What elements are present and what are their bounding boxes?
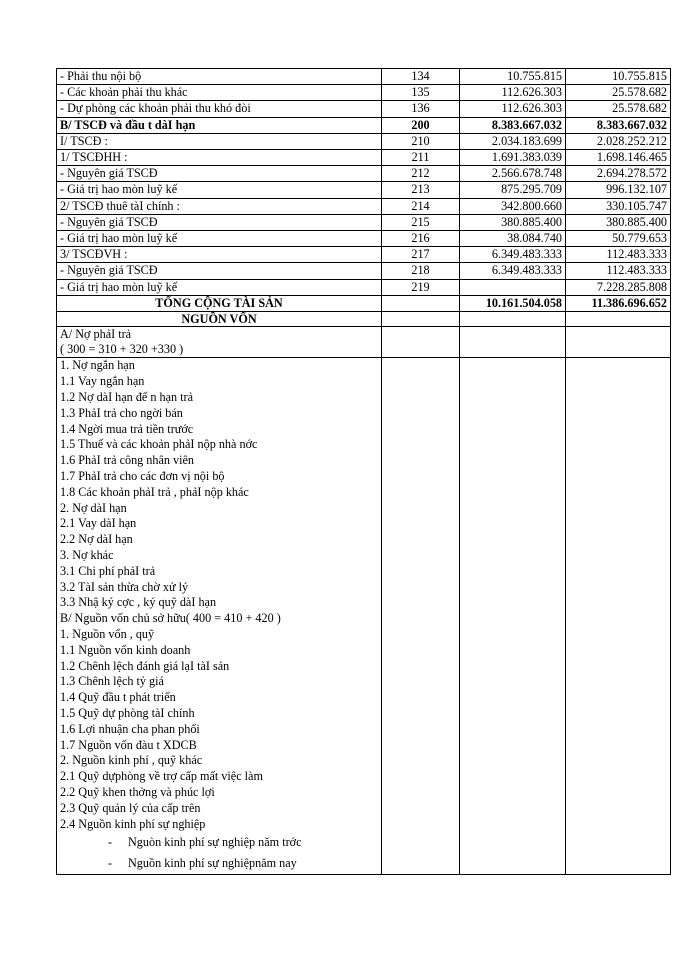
table-row xyxy=(57,214,671,230)
total-assets-row xyxy=(57,295,671,311)
liabilities-formula: ( 300 = 310 + 320 +330 ) xyxy=(60,342,184,357)
row-value-1 xyxy=(460,279,566,295)
row-label: I/ TSCĐ : xyxy=(57,133,382,149)
row-label: - Phải thu nội bộ xyxy=(57,69,382,85)
row-code: 218 xyxy=(382,263,460,279)
capital-items xyxy=(57,358,382,875)
list-item: 1.4 Ngời mua trả tiền trước xyxy=(60,421,194,436)
row-label: - Nguyên giá TSCĐ xyxy=(57,214,382,230)
table-row xyxy=(57,182,671,198)
table-row xyxy=(57,231,671,247)
row-code: 136 xyxy=(382,101,460,117)
row-label: 1/ TSCĐHH : xyxy=(57,150,382,166)
dash-bullet: - xyxy=(108,856,113,871)
row-value-2: 996.132.107 xyxy=(566,182,671,198)
row-value-1: 112.626.303 xyxy=(460,85,566,101)
list-item: 2.2 Nợ dàI hạn xyxy=(60,532,133,547)
row-label: - Các khoản phải thu khác xyxy=(57,85,382,101)
row-label: - Giá trị hao mòn luỹ kế xyxy=(57,182,382,198)
row-code: 134 xyxy=(382,69,460,85)
row-value-2: 1.698.146.465 xyxy=(566,150,671,166)
row-value-2: 380.885.400 xyxy=(566,214,671,230)
list-item: 2.1 Vay dàI hạn xyxy=(60,516,137,531)
table-row xyxy=(57,117,671,133)
list-item: 2.3 Quỹ quản lý của cấp trên xyxy=(60,800,201,815)
row-label: - Giá trị hao mòn luỹ kế xyxy=(57,279,382,295)
list-item: 3.3 Nhậ ký cợc , ký quỹ dàI hạn xyxy=(60,595,217,610)
list-item: 1.2 Nợ dàI hạn đế n hạn trả xyxy=(60,390,194,405)
table-row xyxy=(57,198,671,214)
table-row xyxy=(57,150,671,166)
list-item: 1.2 Chênh lệch đánh giá lạI tàI sản xyxy=(60,658,230,673)
row-value-1: 6.349.483.333 xyxy=(460,247,566,263)
list-item: 3. Nợ khác xyxy=(60,548,114,563)
table-row xyxy=(57,133,671,149)
row-code: 214 xyxy=(382,198,460,214)
row-value-1: 8.383.667.032 xyxy=(460,117,566,133)
row-value-2: 330.105.747 xyxy=(566,198,671,214)
row-value-1: 1.691.383.039 xyxy=(460,150,566,166)
dash-bullet: - xyxy=(108,835,113,850)
list-item: 2.2 Quỹ khen thởng và phúc lợi xyxy=(60,784,215,799)
row-code: 212 xyxy=(382,166,460,182)
row-value-2: 50.779.653 xyxy=(566,231,671,247)
row-label: 2/ TSCĐ thuê tàI chính : xyxy=(57,198,382,214)
list-item: 1.8 Các khoản phảI trả , phảI nộp khác xyxy=(60,484,249,499)
row-value-2: 112.483.333 xyxy=(566,247,671,263)
total-assets-label: TỔNG CỘNG TÀI SẢN xyxy=(57,295,382,311)
row-code: 135 xyxy=(382,85,460,101)
row-value-1: 2.566.678.748 xyxy=(460,166,566,182)
row-value-2: 2.028.252.212 xyxy=(566,133,671,149)
row-value-1: 342.800.660 xyxy=(460,198,566,214)
list-item: 2. Nợ dàI hạn xyxy=(60,500,127,515)
list-item: 1.4 Quỹ đầu t phát triển xyxy=(60,690,176,705)
row-label: - Nguyên giá TSCĐ xyxy=(57,263,382,279)
asset-rows xyxy=(57,69,671,296)
liabilities-heading-row xyxy=(57,327,671,358)
list-item: 3.1 Chi phí phảI trả xyxy=(60,563,156,578)
list-item: 1. Nợ ngắn hạn xyxy=(60,358,135,373)
row-value-2: 7.228.285.808 xyxy=(566,279,671,295)
capital-heading: NGUỒN VỐN xyxy=(57,312,382,327)
list-item: 2.1 Quỹ dựphòng về trợ cấp mất việc làm xyxy=(60,769,263,784)
row-value-1: 10.755.815 xyxy=(460,69,566,85)
row-code: 200 xyxy=(382,117,460,133)
list-item: 1.7 Nguồn vốn đàu t XDCB xyxy=(60,737,197,752)
list-item: 3.2 TàI sản thừa chờ xử lý xyxy=(60,579,189,594)
table-row xyxy=(57,279,671,295)
row-value-2: 112.483.333 xyxy=(566,263,671,279)
row-code: 215 xyxy=(382,214,460,230)
row-code: 216 xyxy=(382,231,460,247)
list-item: 2.4 Nguồn kinh phí sự nghiệp xyxy=(60,816,206,831)
balance-table xyxy=(56,68,671,875)
capital-items-row xyxy=(57,358,671,875)
row-label: - Nguyên giá TSCĐ xyxy=(57,166,382,182)
balance-sheet xyxy=(56,68,670,875)
row-label: B/ TSCĐ và đầu t dàI hạn xyxy=(57,117,382,133)
liabilities-title: A/ Nợ phảI trả xyxy=(60,327,132,342)
list-item: 1.3 PhảI trả cho ngời bán xyxy=(60,405,183,420)
row-code: 210 xyxy=(382,133,460,149)
row-label: - Dự phòng các khoản phải thu khó đòi xyxy=(57,101,382,117)
row-label: - Giá trị hao mòn luỹ kế xyxy=(57,231,382,247)
list-item: 1.5 Thuế và các khoản phảI nộp nhà nớc xyxy=(60,437,258,452)
list-item: 1.1 Nguồn vốn kinh doanh xyxy=(60,642,191,657)
list-item: B/ Nguồn vốn chủ sở hữu( 400 = 410 + 420 ) xyxy=(60,611,281,626)
list-item: 1.3 Chênh lệch tỷ giá xyxy=(60,674,164,689)
row-code: 219 xyxy=(382,279,460,295)
row-value-1: 6.349.483.333 xyxy=(460,263,566,279)
total-assets-value-2: 11.386.696.652 xyxy=(566,295,671,311)
row-code: 217 xyxy=(382,247,460,263)
row-value-2: 2.694.278.572 xyxy=(566,166,671,182)
list-item: 1. Nguồn vốn , quỹ xyxy=(60,627,155,641)
row-value-2: 8.383.667.032 xyxy=(566,117,671,133)
row-value-2: 10.755.815 xyxy=(566,69,671,85)
sub-list-text: Nguồn kinh phí sự nghiệpnăm nay xyxy=(128,856,297,871)
sub-list-item xyxy=(60,853,378,874)
list-item: 1.7 PhảI trả cho các đơn vị nội bộ xyxy=(60,469,225,484)
table-row xyxy=(57,69,671,85)
table-row xyxy=(57,101,671,117)
list-item: 1.1 Vay ngắn hạn xyxy=(60,374,145,389)
sub-list-item xyxy=(60,832,378,853)
row-value-1: 2.034.183.699 xyxy=(460,133,566,149)
row-value-1: 380.885.400 xyxy=(460,214,566,230)
total-assets-value-1: 10.161.504.058 xyxy=(460,295,566,311)
row-value-1: 38.084.740 xyxy=(460,231,566,247)
table-row xyxy=(57,166,671,182)
list-item: 1.5 Quỹ dự phòng tàI chính xyxy=(60,705,195,720)
row-label: 3/ TSCĐVH : xyxy=(57,247,382,263)
row-value-2: 25.578.682 xyxy=(566,85,671,101)
row-value-2: 25.578.682 xyxy=(566,101,671,117)
table-row xyxy=(57,85,671,101)
table-row xyxy=(57,263,671,279)
list-item: 1.6 PhảI trả công nhân viên xyxy=(60,453,195,468)
sub-list-text: Nguòn kinh phí sự nghiệp năm trớc xyxy=(128,835,302,850)
capital-heading-row xyxy=(57,312,671,327)
list-item: 1.6 Lợi nhuận cha phan phối xyxy=(60,721,200,736)
row-code: 211 xyxy=(382,150,460,166)
row-value-1: 875.295.709 xyxy=(460,182,566,198)
list-item: 2. Nguồn kinh phí , quỹ khác xyxy=(60,753,203,768)
row-code: 213 xyxy=(382,182,460,198)
row-value-1: 112.626.303 xyxy=(460,101,566,117)
table-row xyxy=(57,247,671,263)
